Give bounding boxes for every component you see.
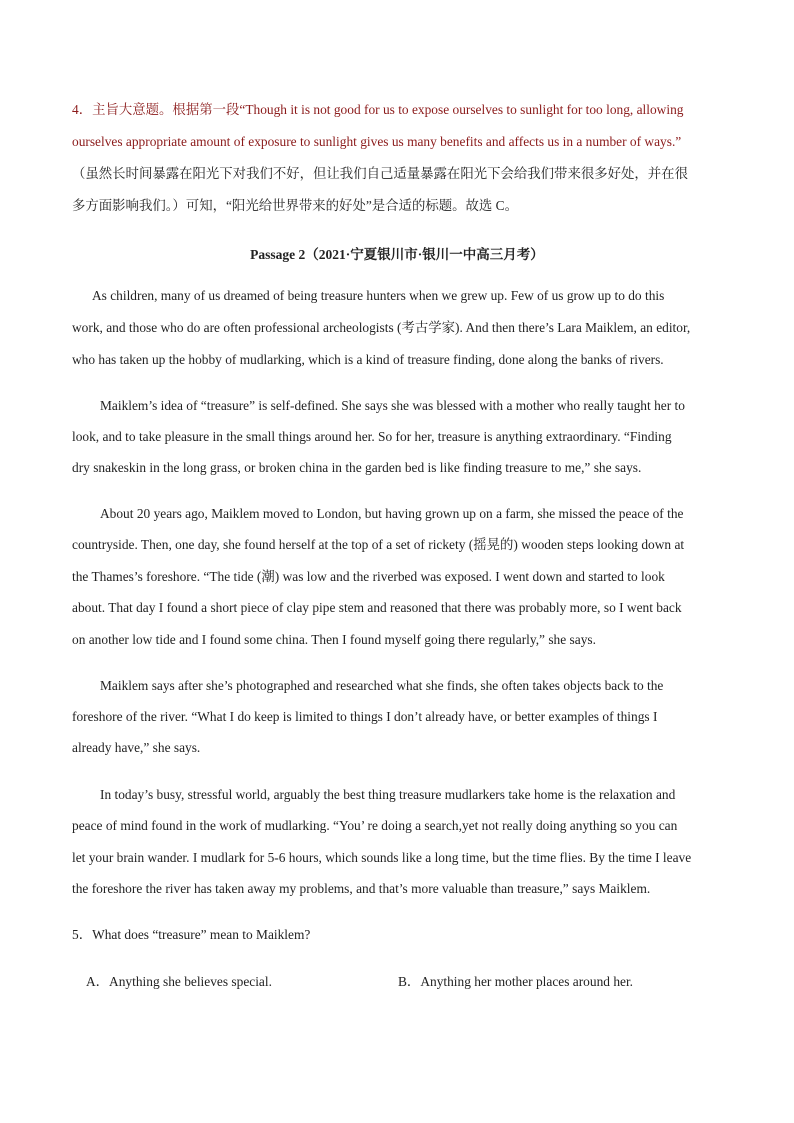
passage-label: Passage 2 [250,247,306,262]
question5-option-b: B．Anything her mother places around her. [398,974,634,989]
p2-line-2: look, and to take pleasure in the small things around her. So for her, treasure is anything extraordinary. “Finding [72,429,672,444]
answer4-line-1: 4．主旨大意题。根据第一段“Though it is not good for us to expose ourselves to sunlight for too long, allowing [72,102,684,117]
p3-line-4: about. That day I found a short piece of clay pipe stem and reasoned that there was probably more, so I went back [72,600,682,615]
p3-line-2: countryside. Then, one day, she found herself at the top of a set of rickety (摇晃的) wooden steps looking down at [72,537,685,552]
answer4-line-4: 多方面影响我们。）可知，“阳光给世界带来的好处”是合适的标题。故选 C。 [72,198,518,213]
question5-option-a: A．Anything she believes special. [86,974,272,989]
question5-stem: 5．What does “treasure” mean to Maiklem? [72,927,311,942]
passage-title [0,243,794,263]
p3-line-3: the Thames’s foreshore. “The tide (潮) was low and the riverbed was exposed. I went down and started to look [72,569,665,584]
p1-line-2: work, and those who do are often professional archeologists (考古学家). And then there’s Lara Maiklem, an editor, [72,320,691,335]
p4-line-2: foreshore of the river. “What I do keep is limited to things I don’t already have, or better examples of things I [72,709,658,724]
answer4-line-3: （虽然长时间暴露在阳光下对我们不好，但让我们自己适量暴露在阳光下会给我们带来很多好处，并在很 [72,166,688,181]
p5-line-2: peace of mind found in the work of mudlarking. “You’ re doing a search,yet not really doing anything so you can [72,818,678,833]
passage-source: （2021·宁夏银川市·银川一中高三月考） [305,247,544,262]
p2-line-1: Maiklem’s idea of “treasure” is self-defined. She says she was blessed with a mother who really taught her to [100,398,685,413]
p5-line-4: the foreshore the river has taken away my problems, and that’s more valuable than treasure,” says Maiklem. [72,881,651,896]
p3-line-5: on another low tide and I found some china. Then I found myself going there regularly,” she says. [72,632,596,647]
p5-line-1: In today’s busy, stressful world, arguably the best thing treasure mudlarkers take home is the relaxation and [100,787,676,802]
p4-line-3: already have,” she says. [72,740,201,755]
p2-line-3: dry snakeskin in the long grass, or broken china in the garden bed is like finding treasure to me,” she says. [72,460,642,475]
p1-line-1: As children, many of us dreamed of being treasure hunters when we grew up. Few of us grow up to do this [92,288,665,303]
p5-line-3: let your brain wander. I mudlark for 5-6 hours, which sounds like a long time, but the time flies. By the time I leave [72,850,692,865]
p1-line-3: who has taken up the hobby of mudlarking, which is a kind of treasure finding, done along the banks of rivers. [72,352,664,367]
p3-line-1: About 20 years ago, Maiklem moved to London, but having grown up on a farm, she missed the peace of the [100,506,684,521]
answer4-line-2: ourselves appropriate amount of exposure to sunlight gives us many benefits and affects us in a number of ways.” [72,134,682,149]
p4-line-1: Maiklem says after she’s photographed and researched what she finds, she often takes objects back to the [100,678,664,693]
